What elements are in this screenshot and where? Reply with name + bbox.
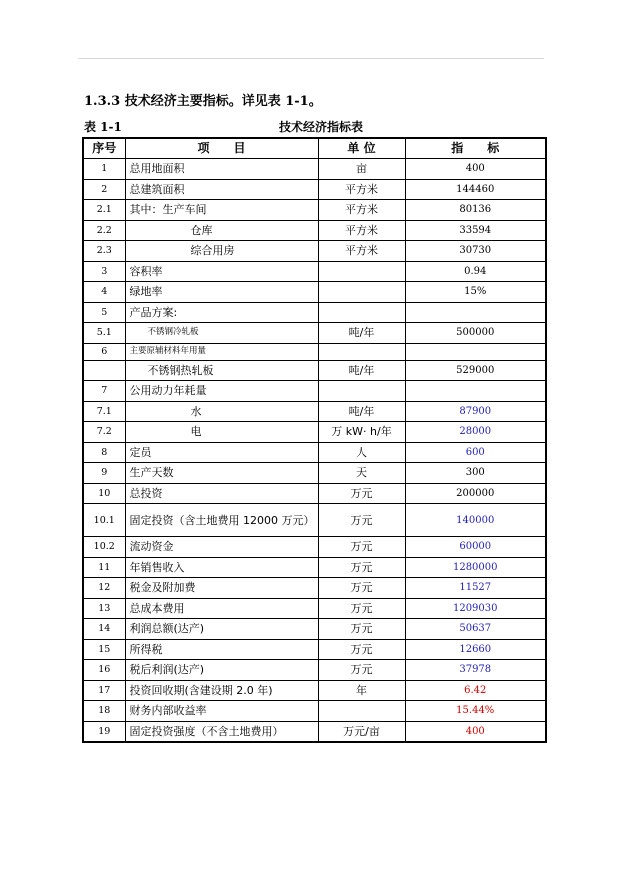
table-row [83,680,546,701]
row-no: 10 [83,483,125,504]
row-value: 11527 [405,578,546,599]
row-value: 200000 [405,483,546,504]
row-item: 定员 [125,442,318,463]
row-unit: 万元 [318,639,405,660]
table-row [83,619,546,640]
row-unit: 平方米 [318,241,405,262]
row-value: 1209030 [405,598,546,619]
row-value: 12660 [405,639,546,660]
row-item: 不锈钢冷轧板 [125,323,318,344]
row-no: 19 [83,721,125,742]
row-value: 500000 [405,323,546,344]
row-item: 其中：生产车间 [125,200,318,221]
table-row [83,360,546,381]
row-value: 400 [405,159,546,180]
row-no: 2.2 [83,220,125,241]
table-row [83,537,546,558]
row-unit: 吨/年 [318,360,405,381]
row-no: 1 [83,159,125,180]
table-row [83,422,546,443]
row-no: 2.3 [83,241,125,262]
row-no: 16 [83,660,125,681]
table-row [83,261,546,282]
row-unit: 人 [318,442,405,463]
row-item: 不锈钢热轧板 [125,360,318,381]
table-row [83,721,546,742]
tech-econ-table [82,137,547,743]
page-top-rule [78,58,544,59]
col-header-unit: 单 位 [318,138,405,159]
row-no: 11 [83,557,125,578]
table-row [83,660,546,681]
row-item: 电 [125,422,318,443]
row-unit: 年 [318,680,405,701]
row-value: 140000 [405,504,546,537]
row-item: 总成本费用 [125,598,318,619]
row-value [405,381,546,402]
row-no: 13 [83,598,125,619]
row-unit: 万元 [318,578,405,599]
row-unit: 万元 [318,619,405,640]
table-row [83,343,546,360]
row-no: 6 [83,343,125,360]
row-item: 水 [125,401,318,422]
row-no: 4 [83,282,125,303]
row-item: 投资回收期(含建设期 2.0 年) [125,680,318,701]
row-value: 529000 [405,360,546,381]
table-row [83,639,546,660]
table-title: 技术经济指标表 [279,120,364,134]
row-unit: 万元 [318,598,405,619]
row-item: 绿地率 [125,282,318,303]
table-row [83,598,546,619]
row-no: 10.1 [83,504,125,537]
row-unit: 万元 [318,537,405,558]
table-row [83,578,546,599]
row-value: 87900 [405,401,546,422]
row-unit: 万元/亩 [318,721,405,742]
table-row [83,381,546,402]
row-unit: 平方米 [318,200,405,221]
row-no: 12 [83,578,125,599]
row-value: 30730 [405,241,546,262]
row-item: 公用动力年耗量 [125,381,318,402]
row-no: 10.2 [83,537,125,558]
row-value: 144460 [405,179,546,200]
row-no: 2.1 [83,200,125,221]
row-no: 14 [83,619,125,640]
row-item: 税后利润(达产) [125,660,318,681]
row-item: 所得税 [125,639,318,660]
section-heading: 1.3.3 技术经济主要指标。详见表 1-1。 [84,94,322,109]
row-unit: 吨/年 [318,323,405,344]
row-no: 5.1 [83,323,125,344]
table-row [83,483,546,504]
row-no: 18 [83,701,125,722]
row-item: 利润总额(达产) [125,619,318,640]
table-row [83,159,546,180]
row-unit [318,343,405,360]
row-value: 37978 [405,660,546,681]
col-header-no: 序号 [83,138,125,159]
table-row [83,701,546,722]
row-no: 5 [83,302,125,323]
row-no: 3 [83,261,125,282]
col-header-item: 项 目 [125,138,318,159]
col-header-value: 指 标 [405,138,546,159]
row-no: 15 [83,639,125,660]
table-row [83,241,546,262]
row-value: 6.42 [405,680,546,701]
row-item: 总用地面积 [125,159,318,180]
table-row [83,282,546,303]
row-unit: 吨/年 [318,401,405,422]
row-value: 60000 [405,537,546,558]
row-item: 总投资 [125,483,318,504]
row-value: 400 [405,721,546,742]
row-value: 15.44% [405,701,546,722]
row-no: 9 [83,463,125,484]
row-no: 8 [83,442,125,463]
row-unit [318,381,405,402]
row-unit [318,302,405,323]
row-item: 总建筑面积 [125,179,318,200]
row-value [405,343,546,360]
row-unit: 万元 [318,660,405,681]
row-unit: 平方米 [318,220,405,241]
row-item: 税金及附加费 [125,578,318,599]
row-item: 容积率 [125,261,318,282]
row-unit: 亩 [318,159,405,180]
row-item: 产品方案: [125,302,318,323]
row-unit [318,282,405,303]
table-row [83,179,546,200]
row-value: 28000 [405,422,546,443]
table-row [83,200,546,221]
row-unit: 万元 [318,504,405,537]
row-item: 生产天数 [125,463,318,484]
row-unit [318,261,405,282]
table-row [83,504,546,537]
table-row [83,302,546,323]
table-label: 表 1-1 [84,120,122,134]
table-row [83,442,546,463]
row-item: 财务内部收益率 [125,701,318,722]
row-value: 0.94 [405,261,546,282]
row-item: 流动资金 [125,537,318,558]
row-value: 33594 [405,220,546,241]
row-item: 综合用房 [125,241,318,262]
row-no: 7.1 [83,401,125,422]
row-value [405,302,546,323]
row-value: 1280000 [405,557,546,578]
row-unit: 万元 [318,483,405,504]
row-no: 17 [83,680,125,701]
row-value: 300 [405,463,546,484]
row-unit: 天 [318,463,405,484]
row-value: 15% [405,282,546,303]
table-row [83,220,546,241]
row-no: 7 [83,381,125,402]
row-no [83,360,125,381]
row-item: 年销售收入 [125,557,318,578]
table-row [83,401,546,422]
row-value: 50637 [405,619,546,640]
table-row [83,463,546,484]
row-unit: 万元 [318,557,405,578]
row-value: 600 [405,442,546,463]
row-unit: 万 kW· h/年 [318,422,405,443]
row-item: 固定投资强度（不含土地费用） [125,721,318,742]
table-row [83,323,546,344]
row-no: 7.2 [83,422,125,443]
header-row [83,138,546,159]
row-item: 固定投资（含土地费用 12000 万元） [125,504,318,537]
row-item: 仓库 [125,220,318,241]
row-unit: 平方米 [318,179,405,200]
row-no: 2 [83,179,125,200]
row-unit [318,701,405,722]
row-value: 80136 [405,200,546,221]
table-row [83,557,546,578]
row-item: 主要原辅材料年用量 [125,343,318,360]
